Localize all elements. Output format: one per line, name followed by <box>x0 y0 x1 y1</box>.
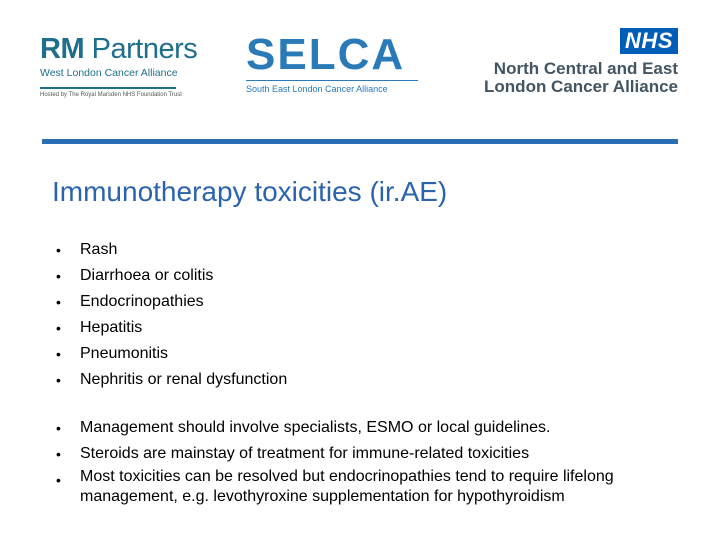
toxicity-item-text: Pneumonitis <box>80 345 169 362</box>
bullet-icon: • <box>56 320 61 336</box>
nhs-alliance-line1: North Central and East <box>493 59 678 78</box>
rm-partners-title-part2: Partners <box>91 33 198 65</box>
bullet-icon: • <box>56 420 61 436</box>
rm-partners-subtitle: West London Cancer Alliance <box>40 67 178 79</box>
slide-title: Immunotherapy toxicities (ir.AE) <box>52 176 448 207</box>
list-item <box>56 367 287 393</box>
note-item-text: Management should involve specialists, ESMO or local guidelines. <box>80 419 551 436</box>
selca-logo <box>246 32 418 94</box>
selca-rule <box>246 80 418 81</box>
note-item-text: Steroids are mainstay of treatment for immune-related toxicities <box>80 445 530 462</box>
toxicity-list <box>56 237 287 393</box>
toxicity-item-text: Hepatitis <box>80 319 143 336</box>
bullet-icon: • <box>56 242 61 258</box>
rm-partners-title-part1: RM <box>40 33 85 65</box>
list-item <box>56 415 696 441</box>
bullet-icon: • <box>56 472 61 488</box>
bullet-icon: • <box>56 372 61 388</box>
nhs-alliance-line2: London Cancer Alliance <box>484 77 678 96</box>
rm-partners-small-print: Hosted by The Royal Marsden NHS Foundation Trust <box>40 92 182 98</box>
list-item <box>56 467 696 507</box>
rm-partners-logo <box>40 33 198 98</box>
list-item <box>56 289 287 315</box>
nhs-badge: NHS <box>620 28 678 54</box>
bullet-icon: • <box>56 346 61 362</box>
toxicity-item-text: Rash <box>80 241 118 258</box>
rm-partners-title <box>40 33 198 65</box>
list-item <box>56 237 287 263</box>
list-item <box>56 315 287 341</box>
toxicity-item-text: Nephritis or renal dysfunction <box>80 371 288 388</box>
management-notes-list <box>56 415 696 507</box>
bullet-icon: • <box>56 294 61 310</box>
header-divider <box>42 139 678 144</box>
list-item <box>56 263 287 289</box>
nhs-logo <box>478 28 678 96</box>
selca-subtitle: South East London Cancer Alliance <box>246 84 388 94</box>
toxicity-item-text: Endocrinopathies <box>80 293 204 310</box>
rm-partners-rule <box>40 87 176 89</box>
selca-title: SELCA <box>246 30 406 79</box>
note-item-text: Most toxicities can be resolved but endocrinopathies tend to require lifelong management, e.g. levothyroxine supplementation for hypothyroidism <box>80 468 614 505</box>
bullet-icon: • <box>56 268 61 284</box>
bullet-icon: • <box>56 446 61 462</box>
toxicity-item-text: Diarrhoea or colitis <box>80 267 214 284</box>
list-item <box>56 441 696 467</box>
list-item <box>56 341 287 367</box>
